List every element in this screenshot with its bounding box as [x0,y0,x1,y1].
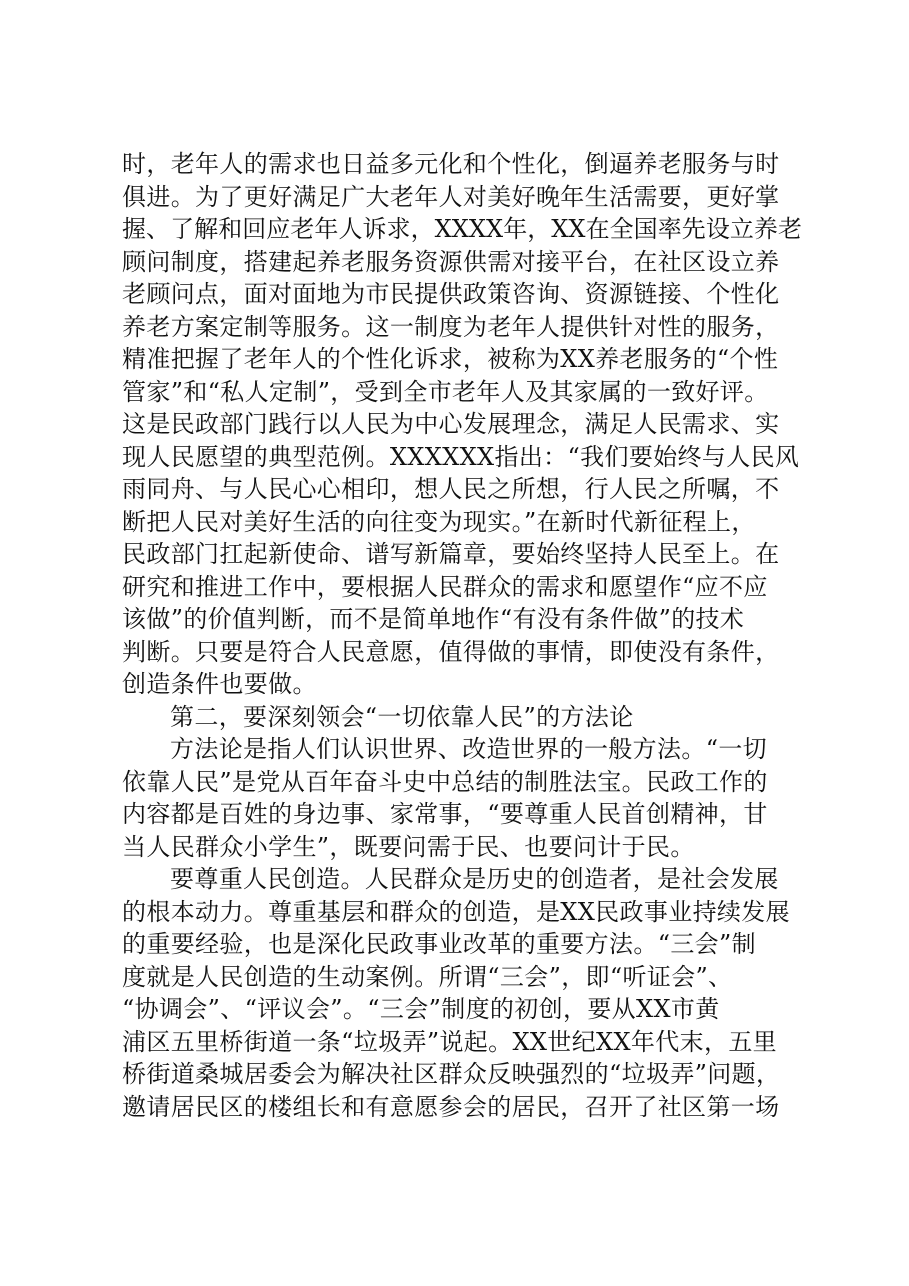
p1-line-16: 判断。只要是符合人民意愿，值得做的事情，即使没有条件， [122,637,780,666]
p1-line-14: 研究和推进工作中，要根据人民群众的需求和愿望作“应不应 [122,572,768,601]
p1-line-12: 断把人民对美好生活的向往变为现实。”在新时代新征程上， [122,507,756,536]
p3-line-8: 邀请居民区的楼组长和有意愿参会的居民，召开了社区第一场 [122,1092,780,1121]
p3-line-6: 浦区五里桥街道一条“垃圾弄”说起。XX世纪XX年代末，五里 [122,1027,778,1056]
section-heading: 第二，要深刻领会“一切依靠人民”的方法论 [170,702,634,731]
p3-line-4: 度就是人民创造的生动案例。所谓“三会”，即“听证会”、 [122,962,733,991]
p2-line-3: 内容都是百姓的身边事、家常事，“要尊重人民首创精神，甘 [122,800,768,828]
p1-line-13: 民政部门扛起新使命、谱写新篇章，要始终坚持人民至上。在 [122,540,780,568]
p1-line-15: 该做”的价值判断，而不是简单地作“有没有条件做”的技术 [122,605,745,633]
p1-line-7: 精准把握了老年人的个性化诉求，被称为XX养老服务的“个性 [122,345,779,373]
p1-line-9: 这是民政部门践行以人民为中心发展理念，满足人民需求、实 [122,410,780,438]
p1-line-11: 雨同舟、与人民心心相印，想人民之所想，行人民之所嘱，不 [122,475,780,503]
p1-line-10: 现人民愿望的典型范例。XXXXXX指出：“我们要始终与人民风 [122,442,800,471]
p1-line-8: 管家”和“私人定制”，受到全市老年人及其家属的一致好评。 [122,377,769,406]
p2-line-4: 当人民群众小学生”，既要问需于民、也要问计于民。 [122,832,695,861]
p3-line-1: 要尊重人民创造。人民群众是历史的创造者，是社会发展 [170,865,779,893]
p1-line-2: 俱进。为了更好满足广大老年人对美好晚年生活需要，更好掌 [122,182,780,211]
p3-line-7: 桥街道桑城居委会为解决社区群众反映强烈的“垃圾弄”问题， [122,1060,781,1088]
p3-line-5: “协调会”、“评议会”。“三会”制度的初创，要从XX市黄 [122,995,720,1023]
document-body [122,148,802,1123]
p1-line-4: 顾问制度，搭建起养老服务资源供需对接平台，在社区设立养 [122,247,780,276]
p1-line-6: 养老方案定制等服务。这一制度为老年人提供针对性的服务， [122,312,780,341]
p2-line-2: 依靠人民”是党从百年奋斗史中总结的制胜法宝。民政工作的 [122,767,768,796]
p1-line-3: 握、了解和回应老年人诉求，XXXX年，XX在全国率先设立养老 [122,215,803,243]
p1-line-1: 时，老年人的需求也日益多元化和个性化，倒逼养老服务与时 [122,150,780,178]
p3-line-3: 的重要经验，也是深化民政事业改革的重要方法。“三会”制 [122,930,756,958]
p1-line-17: 创造条件也要做。 [122,670,317,698]
p1-line-5: 老顾问点，面对面地为市民提供政策咨询、资源链接、个性化 [122,280,780,308]
p3-line-2: 的根本动力。尊重基层和群众的创造，是XX民政事业持续发展 [122,897,790,926]
p2-line-1: 方法论是指人们认识世界、改造世界的一般方法。“一切 [170,735,768,763]
